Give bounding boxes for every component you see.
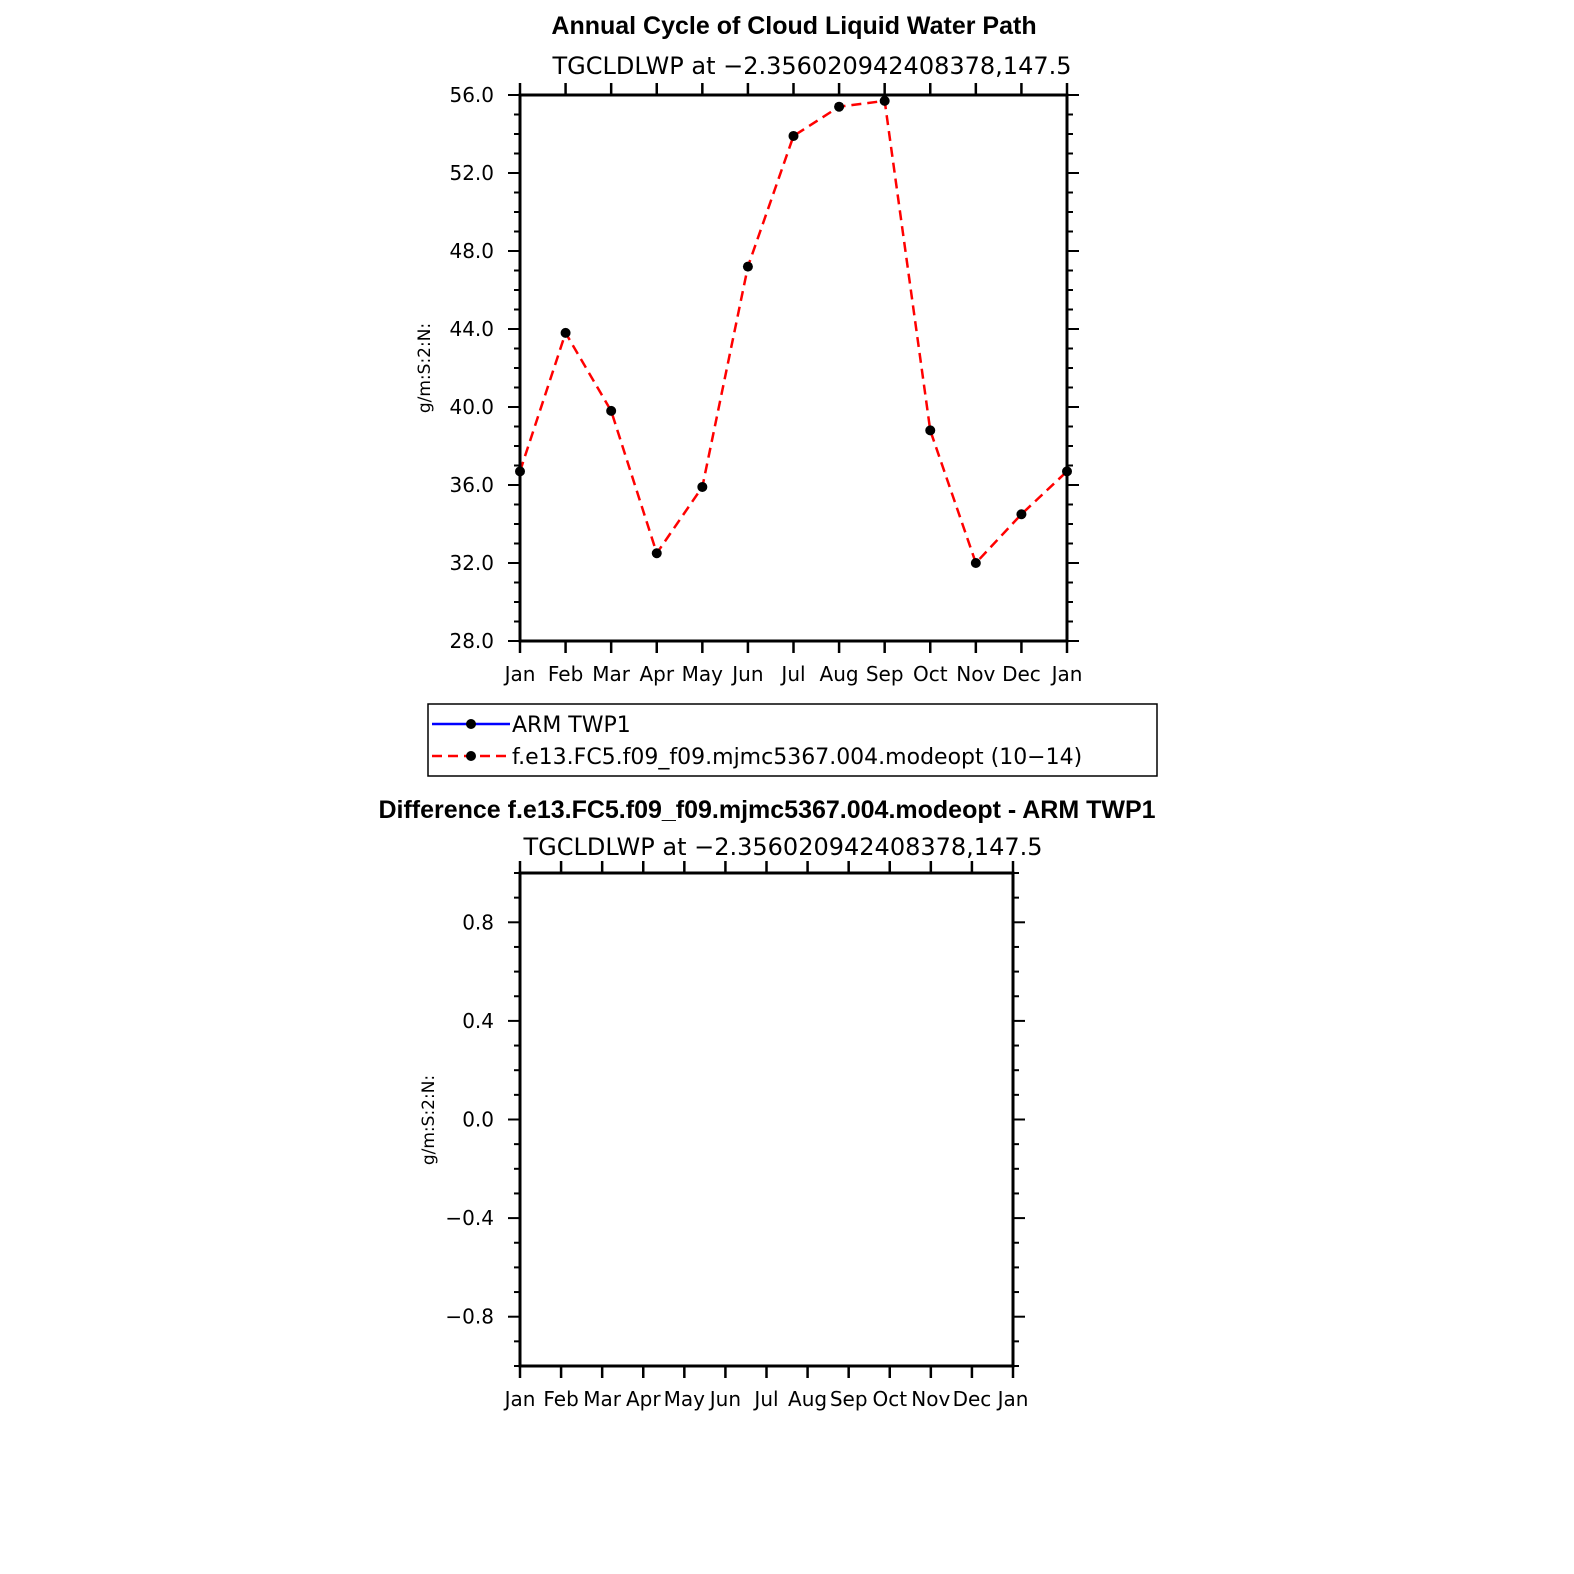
- y-tick-label: 40.0: [449, 395, 494, 419]
- legend-label-model: f.e13.FC5.f09_f09.mjmc5367.004.modeopt (10−14): [512, 745, 1083, 770]
- legend: [428, 704, 1157, 776]
- x-tick-label: Aug: [819, 662, 859, 686]
- x-tick-label: Dec: [1002, 662, 1041, 686]
- x-tick-label: May: [681, 662, 724, 686]
- y-tick-label: 48.0: [449, 239, 494, 263]
- series-1-point: [561, 328, 571, 338]
- top-chart-ylabel: g/m:S:2:N:: [415, 322, 435, 414]
- top-chart-subtitle: TGCLDLWP at −2.356020942408378,147.5: [552, 52, 1072, 80]
- series-line-1: [520, 101, 1067, 563]
- bottom-chart-xtick-labels: [503, 1387, 1029, 1411]
- legend-label-arm: ARM TWP1: [512, 713, 631, 738]
- series-1-point: [834, 102, 844, 112]
- bottom-chart-title: Difference f.e13.FC5.f09_f09.mjmc5367.004.modeopt - ARM TWP1: [378, 796, 1156, 824]
- x-tick-label: Jan: [504, 662, 536, 686]
- y-tick-label: −0.4: [445, 1206, 494, 1231]
- x-tick-label: Feb: [543, 1387, 579, 1411]
- y-tick-label: 0.4: [462, 1008, 494, 1033]
- legend-marker-model: [466, 751, 476, 761]
- y-tick-label: 0.0: [462, 1107, 494, 1132]
- top-chart-ticks: [508, 83, 1079, 653]
- x-tick-label: Feb: [547, 662, 584, 686]
- y-tick-label: 44.0: [449, 317, 494, 341]
- bottom-chart-ticks: [508, 861, 1025, 1378]
- bottom-chart: [378, 796, 1155, 1411]
- y-tick-label: 0.8: [462, 910, 494, 935]
- y-tick-label: 32.0: [449, 551, 494, 575]
- x-tick-label: Sep: [865, 662, 904, 686]
- bottom-chart-ytick-labels: [445, 910, 494, 1328]
- x-tick-label: Nov: [911, 1387, 951, 1411]
- y-tick-label: 56.0: [449, 83, 494, 107]
- series-1-point: [925, 425, 935, 435]
- y-tick-label: 28.0: [449, 629, 494, 653]
- x-tick-label: Jun: [732, 662, 764, 686]
- x-tick-label: Apr: [625, 1387, 661, 1411]
- top-chart-title: Annual Cycle of Cloud Liquid Water Path: [551, 12, 1037, 40]
- y-tick-label: 52.0: [449, 161, 494, 185]
- x-tick-label: Oct: [912, 662, 948, 686]
- x-tick-label: May: [663, 1387, 706, 1411]
- top-chart-ytick-labels: [449, 83, 494, 653]
- bottom-chart-frame: [520, 873, 1013, 1366]
- x-tick-label: Jan: [997, 1387, 1029, 1411]
- series-1-point: [606, 406, 616, 416]
- series-1-point: [789, 131, 799, 141]
- series-1-point: [971, 558, 981, 568]
- top-chart-frame: [520, 95, 1067, 641]
- x-tick-label: Jan: [504, 1387, 536, 1411]
- x-tick-label: Jun: [709, 1387, 742, 1411]
- x-tick-label: Mar: [583, 1387, 622, 1411]
- series-1-point: [652, 548, 662, 558]
- y-tick-label: −0.8: [445, 1304, 494, 1329]
- series-1-point: [743, 262, 753, 272]
- bottom-chart-ylabel: g/m:S:2:N:: [419, 1074, 439, 1166]
- x-tick-label: Jan: [1051, 662, 1083, 686]
- x-tick-label: Mar: [592, 662, 631, 686]
- top-chart: [415, 12, 1082, 686]
- x-tick-label: Nov: [956, 662, 996, 686]
- y-tick-label: 36.0: [449, 473, 494, 497]
- x-tick-label: Aug: [788, 1387, 828, 1411]
- x-tick-label: Sep: [829, 1387, 868, 1411]
- legend-marker-arm: [466, 719, 476, 729]
- series-1-point: [1016, 509, 1026, 519]
- bottom-chart-subtitle: TGCLDLWP at −2.356020942408378,147.5: [523, 833, 1043, 861]
- series-1-point: [697, 482, 707, 492]
- x-tick-label: Apr: [639, 662, 675, 686]
- series-1-point: [880, 96, 890, 106]
- x-tick-label: Dec: [952, 1387, 992, 1411]
- x-tick-label: Oct: [872, 1387, 908, 1411]
- top-chart-series: [515, 96, 1072, 568]
- x-tick-label: Jul: [781, 662, 806, 686]
- top-chart-xtick-labels: [503, 662, 1083, 686]
- x-tick-label: Jul: [754, 1387, 779, 1411]
